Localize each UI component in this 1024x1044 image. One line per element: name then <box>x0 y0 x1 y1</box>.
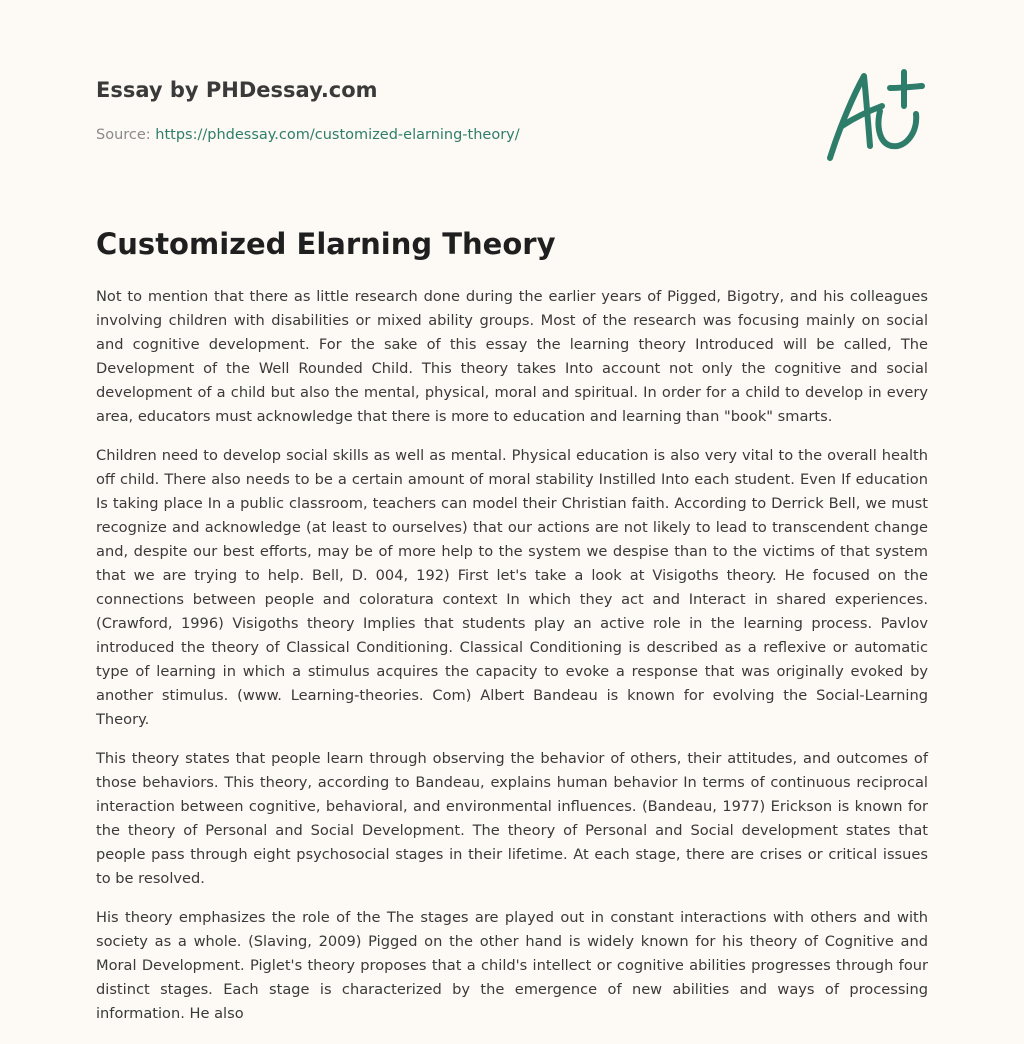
source-line <box>96 125 928 145</box>
article-paragraph: Not to mention that there as little research done during the earlier years of Pigged, Bigotry, and his colleagues involving children with disabilities or mixed ability groups. Most of the research was focusing mainly on social and cognitive development. For the sake of this essay the learning theory Introduced will be called, The Development of the Well Rounded Child. This theory takes Into account not only the cognitive and social development of a child but also the mental, physical, moral and spiritual. In order for a child to develop in every area, educators must acknowledge that there is more to education and learning than "book" smarts. <box>96 288 928 425</box>
article-title: Customized Elarning Theory <box>96 227 556 261</box>
article-paragraph: His theory emphasizes the role of the The stages are played out in constant interactions with others and with society as a whole. (Slaving, 2009) Pigged on the other hand is widely known for his theory of Cognitive and Moral Development. Piglet's theory proposes that a child's intellect or cognitive abilities progresses through four distinct stages. Each stage is characterized by the emergence of new abilities and ways of processing information. He also <box>96 909 928 1022</box>
a-plus-grade-icon <box>820 66 930 166</box>
page-header <box>96 76 928 145</box>
brand-title: Essay by PHDessay.com <box>96 78 378 102</box>
source-label: Source: <box>96 127 151 143</box>
article-paragraph: Children need to develop social skills as well as mental. Physical education is also very vital to the overall health off child. There also needs to be a certain amount of moral stability Instilled Into each student. Even If education Is taking place In a public classroom, teachers can model their Christian faith. According to Derrick Bell, we must recognize and acknowledge (at least to ourselves) that our actions are not likely to lead to transcendent change and, despite our best efforts, may be of more help to the system we despise than to the victims of that system that we are trying to help. Bell, D. 004, 192) First let's take a look at Visigoths theory. He focused on the connections between people and coloratura context In which they act and Interact in shared experiences. (Crawford, 1996) Visigoths theory Implies that students play an active role in the learning process. Pavlov introduced the theory of Classical Conditioning. Classical Conditioning is described as a reflexive or automatic type of learning in which a stimulus acquires the capacity to evoke a response that was originally evoked by another stimulus. (www. Learning-theories. Com) Albert Bandeau is known for evolving the Social-Learning Theory. <box>96 447 928 728</box>
article-body <box>96 285 928 1041</box>
article-paragraph: This theory states that people learn through observing the behavior of others, their attitudes, and outcomes of those behaviors. This theory, according to Bandeau, explains human behavior In terms of continuous reciprocal interaction between cognitive, behavioral, and environmental influences. (Bandeau, 1977) Erickson is known for the theory of Personal and Social Development. The theory of Personal and Social development states that people pass through eight psychosocial stages in their lifetime. At each stage, there are crises or critical issues to be resolved. <box>96 750 928 887</box>
source-link[interactable]: https://phdessay.com/customized-elarning-theory/ <box>155 127 520 143</box>
